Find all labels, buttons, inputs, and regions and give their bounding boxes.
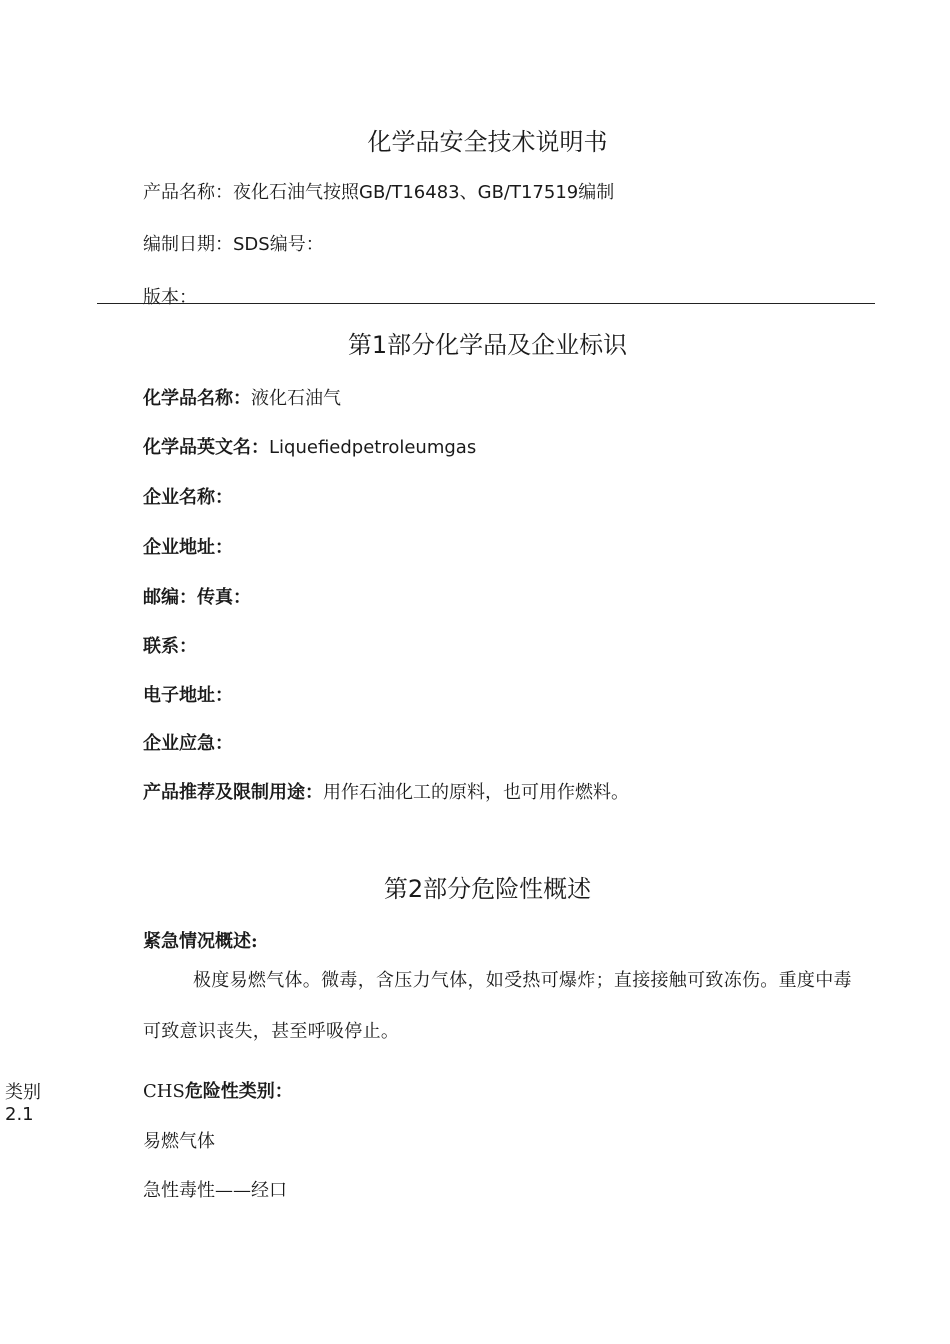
document-title: 化学品安全技术说明书	[367, 128, 608, 156]
section2-heading: 第2部分危险性概述	[383, 875, 592, 903]
field-recommended-use: 产品推荐及限制用途：用作石油化工的原料，也可用作燃料。	[143, 782, 629, 803]
product-standard: GB/T16483、GB/T17519	[359, 182, 579, 203]
version-line: 版本：	[143, 287, 197, 308]
compile-date-label: 编制日期：	[143, 234, 233, 255]
field-emergency-phone: 企业应急：	[143, 733, 233, 754]
product-name-line	[143, 178, 614, 204]
margin-category-value: 2.1	[5, 1104, 34, 1125]
product-name-label: 产品名称：夜化石油气按照	[143, 182, 359, 203]
ghs-category-label: CHS危险性类别：	[143, 1081, 293, 1102]
field-company-address: 企业地址：	[143, 537, 233, 558]
field-contact: 联系：	[143, 636, 197, 657]
header-divider	[97, 303, 875, 304]
ghs-category-item: 易燃气体	[143, 1131, 215, 1152]
sds-number-label: 编号：	[269, 234, 324, 255]
margin-category-label: 类别	[5, 1082, 41, 1103]
ghs-category-item: 急性毒性——经口	[143, 1180, 287, 1201]
emergency-overview-label: 紧急情况概述:	[143, 931, 258, 952]
field-company-name: 企业名称：	[143, 487, 233, 508]
sds-label: SDS	[233, 234, 270, 255]
field-postcode-fax: 邮编：传真：	[143, 587, 251, 608]
compile-date-line	[143, 230, 324, 256]
product-name-tail: 编制	[578, 182, 615, 203]
section1-heading: 第1部分化学品及企业标识	[347, 331, 628, 359]
field-chemical-name: 化学品名称：液化石油气	[143, 388, 341, 409]
field-english-name: 化学品英文名：Liquefiedpetroleumgas	[143, 437, 477, 458]
field-email: 电子地址：	[143, 685, 233, 706]
margin-category-note	[5, 1082, 41, 1126]
emergency-overview-text: 极度易燃气体。微毒，含压力气体，如受热可爆炸；直接接触可致冻伤。重度中毒可致意识丧失，甚至呼吸停止。	[143, 970, 852, 1042]
